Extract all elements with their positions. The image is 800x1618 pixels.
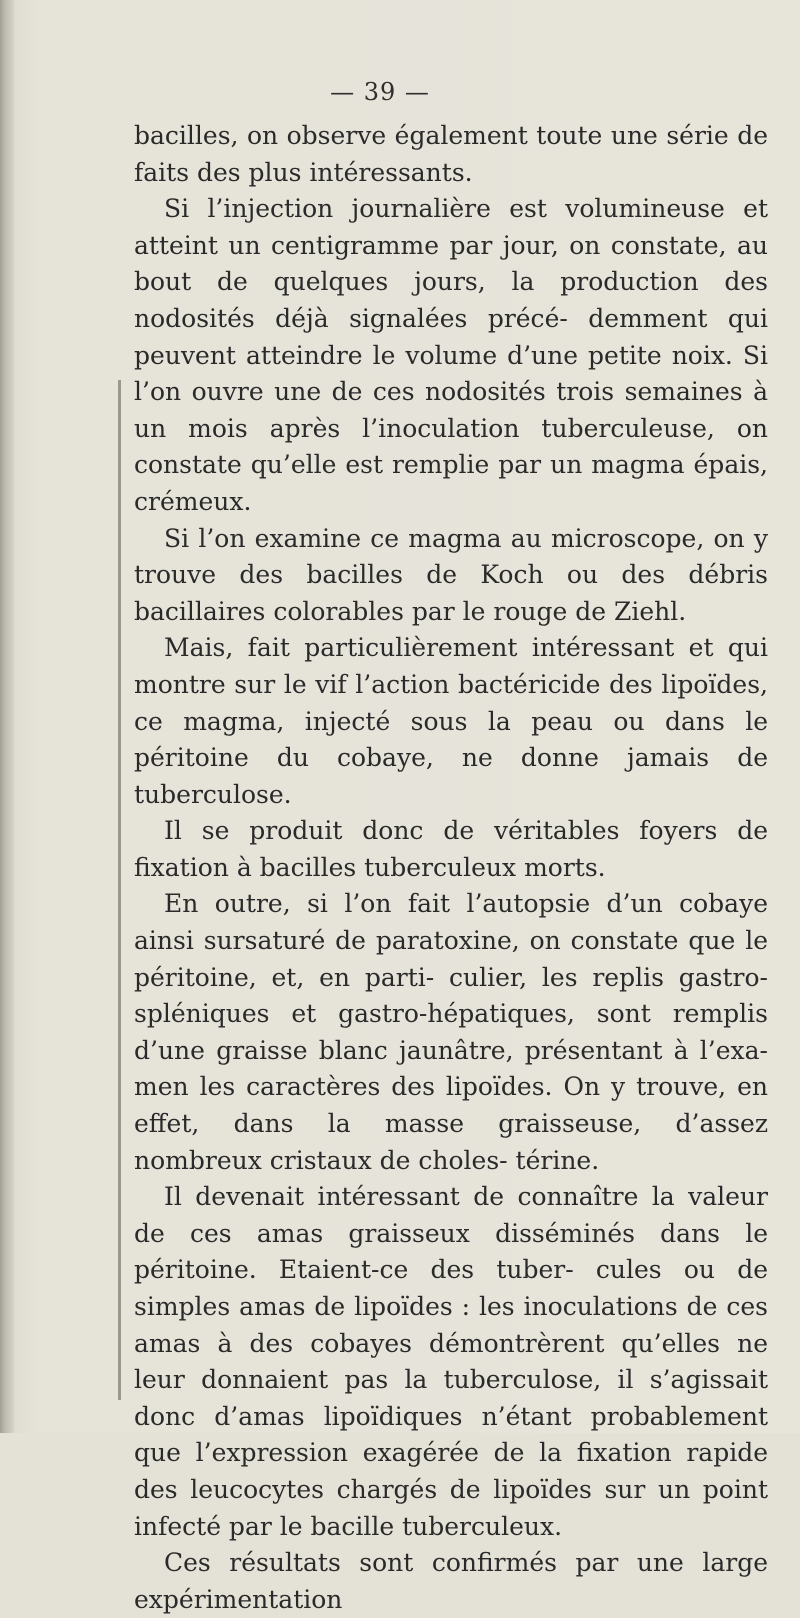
gutter-shadow-line bbox=[118, 380, 121, 1400]
page-number: — 39 — bbox=[330, 78, 430, 106]
paragraph: Si l’injection journalière est volumineuse et atteint un centigramme par jour, on constate, au bout de quelques jours, la production des nodosités déjà signalées précé- demment qui peuvent atteindre le volume d’une petite noix. Si l’on ouvre une de ces nodosités trois semaines à un mois après l’inoculation tuberculeuse, on constate qu’elle est remplie par un magma épais, crémeux. bbox=[134, 194, 768, 516]
paragraph: Il se produit donc de véritables foyers de fixation à bacilles tuberculeux morts. bbox=[134, 816, 768, 882]
paragraph: Mais, fait particulièrement intéressant et qui montre sur le vif l’action bactéricide des lipoïdes, ce magma, injecté sous la peau ou dans le péritoine du cobaye, ne donne jamais de tuberculose. bbox=[134, 633, 768, 809]
paragraph: En outre, si l’on fait l’autopsie d’un cobaye ainsi sursaturé de paratoxine, on constate que le péritoine, et, en parti- culier, les replis gastro-spléniques et gastro-hépatiques, sont remplis d’une graisse blanc jaunâtre, présentant à l’exa- men les caractères des lipoïdes. On y trouve, en effet, dans la masse graisseuse, d’assez nombreux cristaux de choles- térine. bbox=[134, 889, 768, 1175]
paragraph: bacilles, on observe également toute une série de faits des plus intéressants. bbox=[134, 121, 768, 187]
paragraph: Si l’on examine ce magma au microscope, on y trouve des bacilles de Koch ou des débris bacillaires colorables par le rouge de Ziehl. bbox=[134, 523, 768, 626]
paragraph: Ces résultats sont confirmés par une large expérimentation bbox=[134, 1548, 768, 1614]
body-text bbox=[134, 118, 768, 1618]
paragraph: Il devenait intéressant de connaître la valeur de ces amas graisseux disséminés dans le péritoine. Etaient-ce des tuber- cules ou de simples amas de lipoïdes : les inoculations de ces amas à des cobayes démontrèrent qu’elles ne leur donnaient pas la tuberculose, il s’agissait donc d’amas lipoïdiques n’étant probablement que l’expression exagérée de la fixation rapide des leucocytes chargés de lipoïdes sur un point infecté par le bacille tuberculeux. bbox=[134, 1182, 768, 1541]
page-binding-edge bbox=[0, 0, 14, 1433]
